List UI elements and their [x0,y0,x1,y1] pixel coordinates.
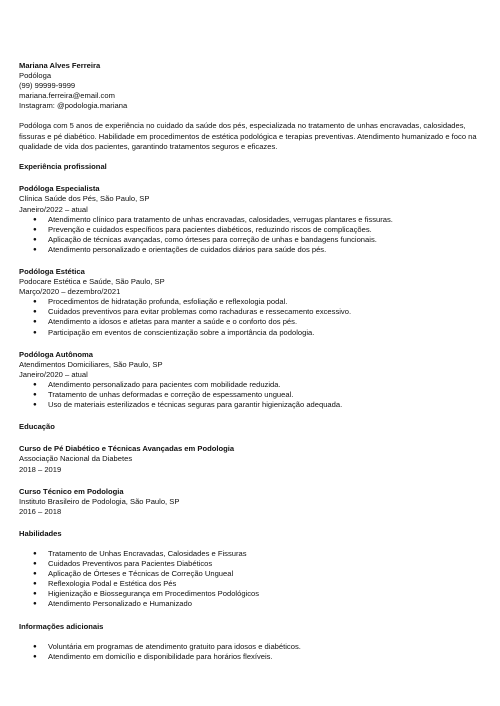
list-item: ● Aplicação de Órteses e Técnicas de Correção Ungueal [19,569,481,579]
skills-heading: Habilidades [19,528,62,538]
list-item: ● Aplicação de técnicas avançadas, como órteses para correção de unhas e bandagens funcionais. [19,235,481,245]
list-item: ● Atendimento personalizado para pacientes com mobilidade reduzida. [19,380,481,390]
experience-heading: Experiência profissional [19,162,107,172]
additional-info-heading: Informações adicionais [19,621,104,631]
job-bullets [19,297,481,337]
list-item: ● Cuidados preventivos para evitar problemas como rachaduras e ressecamento excessivo. [19,307,481,317]
instagram-handle: Instagram: @podologia.mariana [19,101,128,111]
list-item: ● Atendimento em domicílio e disponibilidade para horários flexíveis. [19,652,481,662]
phone-number: (99) 99999-9999 [19,81,76,91]
job-bullets [19,380,481,410]
education-period: 2018 – 2019 [19,464,62,474]
education-period: 2016 – 2018 [19,506,62,516]
education-entry [19,487,481,517]
candidate-role: Podóloga [19,71,52,81]
email-address: mariana.ferreira@email.com [19,91,115,101]
job-company: Podocare Estética e Saúde, São Paulo, SP [19,277,165,287]
list-item: ● Uso de materiais esterilizados e técnicas seguras para garantir higienização adequada. [19,400,481,410]
job-period: Março/2020 – dezembro/2021 [19,287,121,297]
list-item: ● Atendimento clínico para tratamento de unhas encravadas, calosidades, verrugas plantares e fissuras. [19,215,481,225]
list-item: ● Tratamento de unhas deformadas e correção de espessamento ungueal. [19,390,481,400]
course-name: Curso Técnico em Podologia [19,486,124,496]
job-period: Janeiro/2022 – atual [19,204,88,214]
list-item: ● Atendimento Personalizado e Humanizado [19,599,481,609]
list-item: ● Reflexologia Podal e Estética dos Pés [19,579,481,589]
list-item: ● Procedimentos de hidratação profunda, esfoliação e reflexologia podal. [19,297,481,307]
list-item: ● Higienização e Biossegurança em Procedimentos Podológicos [19,589,481,599]
job-title: Podóloga Autônoma [19,349,93,359]
institution-name: Associação Nacional da Diabetes [19,454,133,464]
list-item: ● Tratamento de Unhas Encravadas, Calosidades e Fissuras [19,549,481,559]
list-item: ● Voluntária em programas de atendimento gratuito para idosos e diabéticos. [19,642,481,652]
job-title: Podóloga Especialista [19,184,100,194]
candidate-name: Mariana Alves Ferreira [19,61,101,70]
course-name: Curso de Pé Diabético e Técnicas Avançadas em Podologia [19,444,235,454]
list-item: ● Cuidados Preventivos para Pacientes Diabéticos [19,559,481,569]
job-bullets [19,215,481,255]
job-title: Podóloga Estética [19,267,85,276]
professional-summary: Podóloga com 5 anos de experiência no cuidado da saúde dos pés, especializada no tratamento de unhas encravadas, calosidades, fissuras e pé diabético. Habilidade em procedimentos de estética podológica e terapias preventivas. Atendimento humanizado e foco na qualidade de vida dos pacientes, garantindo tratamentos seguros e eficazes. [19,121,477,151]
list-item: ● Atendimento personalizado e orientações de cuidados diários para saúde dos pés. [19,245,481,255]
resume-page [19,61,481,662]
skills-list [19,549,481,610]
job-entry [19,184,481,255]
job-company: Clínica Saúde dos Pés, São Paulo, SP [19,194,150,204]
additional-info-list [19,642,481,662]
job-entry [19,350,481,411]
job-entry [19,267,481,338]
resume-header [19,61,481,111]
education-entry [19,444,481,474]
list-item: ● Prevenção e cuidados específicos para pacientes diabéticos, reduzindo riscos de complicações. [19,225,481,235]
job-period: Janeiro/2020 – atual [19,369,88,379]
list-item: ● Participação em eventos de conscientização sobre a importância da podologia. [19,328,481,338]
job-company: Atendimentos Domiciliares, São Paulo, SP [19,359,163,369]
institution-name: Instituto Brasileiro de Podologia, São Paulo, SP [19,496,180,506]
education-heading: Educação [19,422,55,432]
list-item: ● Atendimento a idosos e atletas para manter a saúde e o conforto dos pés. [19,317,481,327]
